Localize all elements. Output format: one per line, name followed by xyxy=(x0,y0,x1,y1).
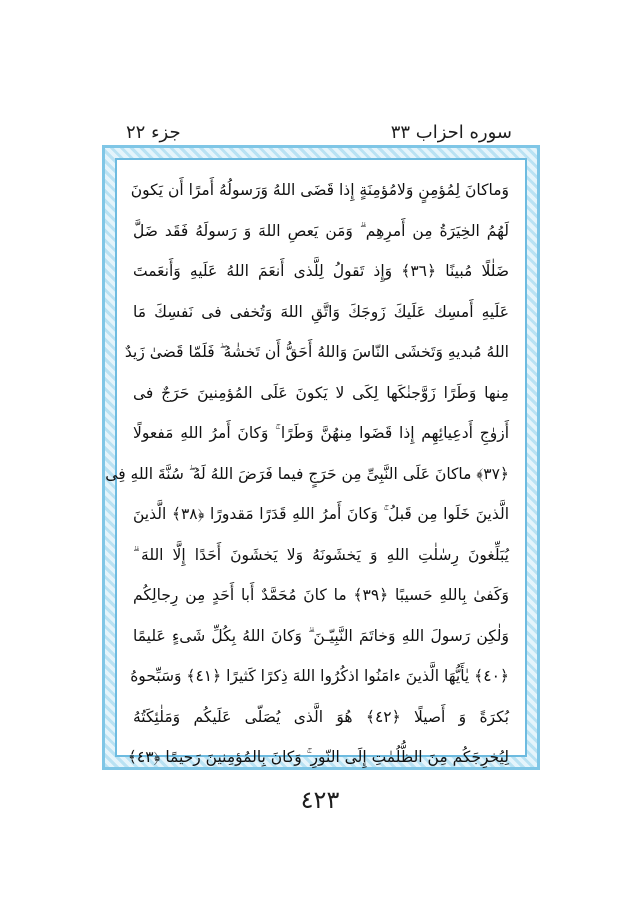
verse-line: وَلٰكِن رَسولَ اللهِ وَخاتَمَ النَّبِيّـنَ ۗ وَكانَ اللهُ بِكُلِّ شَىءٍ عَليمًا xyxy=(133,626,509,645)
verse-line: أَزوٰجِ أَدعِيائِهِم إِذا قَضَوا مِنهُنَّ وَطَرًا ۚ وَكانَ أَمرُ اللهِ مَفعولًا xyxy=(133,424,509,442)
verse-line: وَكَفىٰ بِاللهِ حَسيبًا ﴿٣٩﴾ ما كانَ مُحَمَّدٌ أَبا أَحَدٍ مِن رِجالِكُم xyxy=(133,586,509,604)
text-panel xyxy=(105,158,527,766)
page-number: ٤٢٣ xyxy=(300,786,340,814)
header-juz: جزء ٢٢ xyxy=(126,122,181,143)
page-frame xyxy=(102,145,540,770)
verse-line: بُكرَةً وَ أَصيلًا ﴿٤٢﴾ هُوَ الَّذى يُصَلّى عَلَيكُم وَمَلٰئِكَتُهُ xyxy=(133,707,509,726)
verse-text xyxy=(105,170,509,766)
verse-line: اللهُ مُبديهِ وَتَخشَى النّاسَ وَاللهُ أَحَقُّ أَن تَخشٰهُ ۖ فَلَمّا قَضىٰ زَيدٌ xyxy=(124,343,509,361)
verse-line: الَّذينَ خَلَوا مِن قَبلُ ۚ وَكانَ أَمرُ اللهِ قَدَرًا مَقدورًا ﴿٣٨﴾ الَّذينَ xyxy=(133,505,509,523)
verse-line: ضَلٰلًا مُبينًا ﴿٣٦﴾ وَإِذ تَقولُ لِلَّذى أَنعَمَ اللهُ عَلَيهِ وَأَنعَمتَ xyxy=(133,262,509,280)
verse-line: لَهُمُ الخِيَرَةُ مِن أَمرِهِم ۗ وَمَن يَعصِ اللهَ وَ رَسولَهُ فَقَد ضَلَّ xyxy=(133,221,509,240)
verse-line: مِنها وَطَرًا زَوَّجنٰكَها لِكَى لا يَكونَ عَلَى المُؤمِنينَ حَرَجٌ فى xyxy=(133,383,509,402)
verse-line: عَلَيهِ أَمسِك عَلَيكَ زَوجَكَ وَاتَّقِ اللهَ وَتُخفى فى نَفسِكَ مَا xyxy=(133,302,509,321)
verse-line: وَماكانَ لِمُؤمِنٍ وَلامُؤمِنَةٍ إِذا قَضَى اللهُ وَرَسولُهُ أَمرًا أَن يَكونَ xyxy=(130,181,509,199)
verse-line: يُبَلِّغونَ رِسٰلٰتِ اللهِ وَ يَخشَونَهُ وَلا يَخشَونَ أَحَدًا إِلَّا اللهَ ۗ xyxy=(133,545,509,564)
verse-line: لِيُخرِجَكُم مِنَ الظُّلُمٰتِ إِلَى النّورِ ۚ وَكانَ بِالمُؤمِنينَ رَحيمًا ﴿٤٣﴾ xyxy=(127,748,509,766)
header-surah: سوره احزاب ٣٣ xyxy=(390,122,512,143)
verse-line: ﴿٣٧﴾ ماكانَ عَلَى النَّبِىِّ مِن حَرَجٍ فيما فَرَضَ اللهُ لَهُ ۖ سُنَّةَ اللهِ فِى xyxy=(105,464,509,483)
verse-line: ﴿٤٠﴾ يٰأَيُّهَا الَّذينَ ءامَنُوا اذكُرُوا اللهَ ذِكرًا كَثيرًا ﴿٤١﴾ وَسَبِّحوهُ xyxy=(130,667,509,685)
